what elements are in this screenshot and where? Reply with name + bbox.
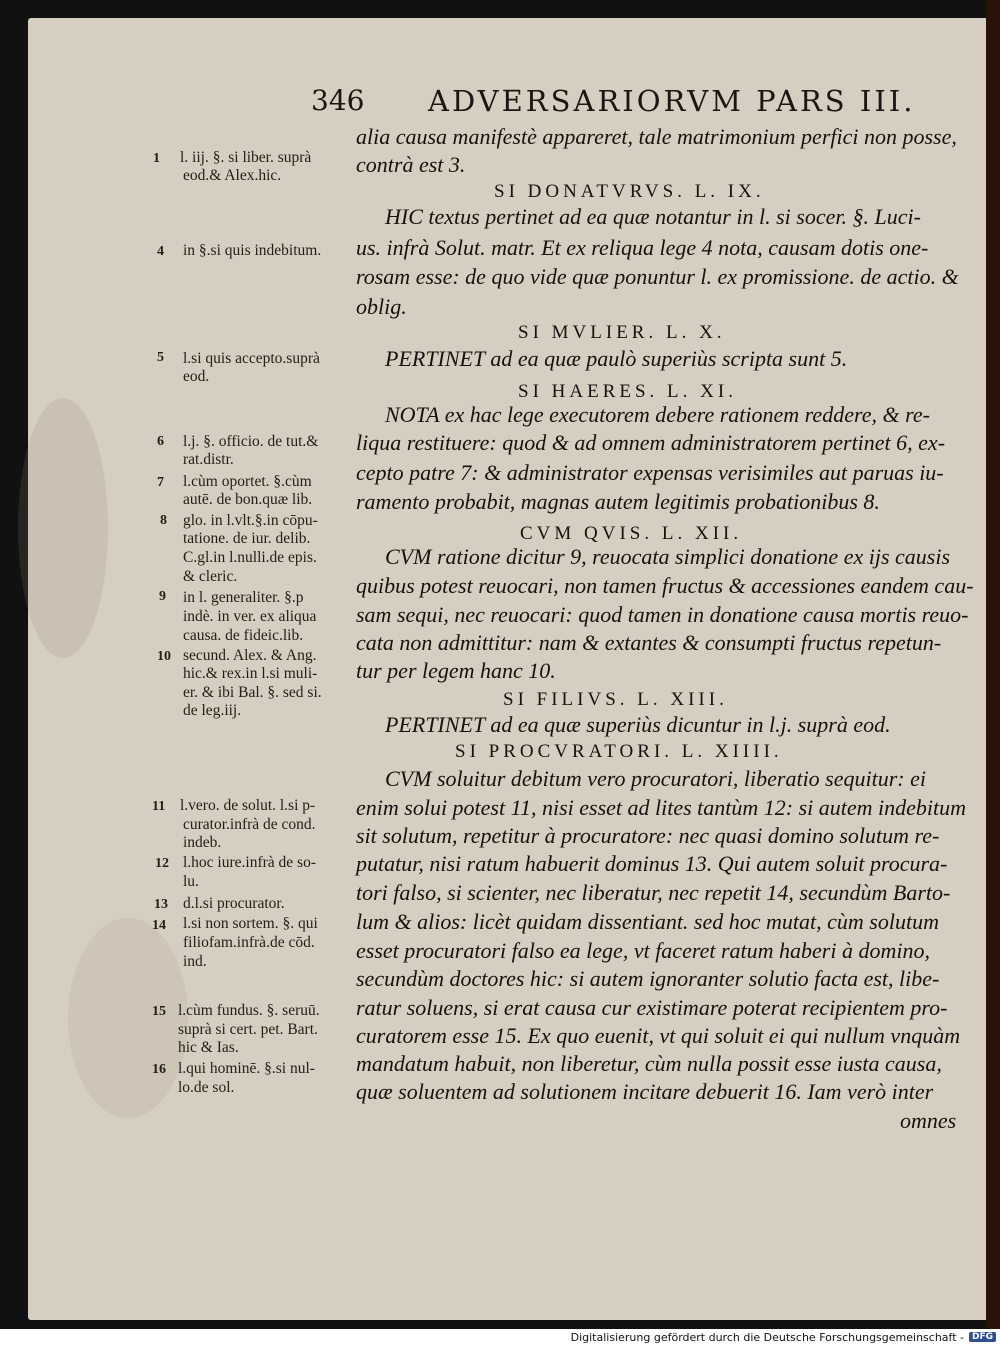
margin-note: d.l.si procurator. [183, 895, 285, 912]
margin-note: l.j. §. officio. de tut.& [183, 433, 319, 450]
margin-number: 16 [152, 1062, 166, 1077]
text-line: esset procuratori falso ea lege, vt faceret ratum haberi à domino, [356, 938, 930, 963]
margin-note: ind. [183, 953, 207, 970]
section-heading: SI HAERES. L. XI. [518, 381, 737, 402]
margin-number: 10 [157, 649, 171, 664]
margin-note: l.cùm oportet. §.cùm [183, 473, 312, 490]
text-line: rosam esse: de quo vide quæ ponuntur l. ex promissione. de actio. & [356, 264, 959, 289]
text-line: oblig. [356, 294, 407, 319]
paper-stain [18, 398, 108, 658]
margin-note: hic & Ias. [178, 1039, 239, 1056]
text-line: CVM ratione dicitur 9, reuocata simplici donatione ex ijs causis [385, 544, 951, 569]
margin-note: indè. in ver. ex aliqua [183, 608, 317, 625]
text-line: lum & alios: licèt quidam dissentiant. sed hoc mutat, cùm solutum [356, 909, 939, 934]
margin-note: autē. de bon.quæ lib. [183, 491, 313, 508]
text-line: contrà est 3. [356, 152, 466, 177]
margin-note: rat.distr. [183, 451, 234, 468]
section-heading: SI PROCVRATORI. L. XIIII. [455, 741, 783, 762]
dfg-logo: DFG [969, 1332, 996, 1342]
margin-note: l.si non sortem. §. qui [183, 915, 318, 932]
paper-stain [68, 918, 188, 1118]
text-line: HIC textus pertinet ad ea quæ notantur in l. si socer. §. Luci- [385, 204, 921, 229]
margin-note: l.vero. de solut. l.si p- [180, 797, 316, 814]
digitization-footer [0, 1329, 1000, 1347]
margin-note: tatione. de iur. delib. [183, 530, 311, 547]
margin-number: 15 [152, 1004, 166, 1019]
margin-number: 7 [157, 475, 164, 490]
footer-credit: Digitalisierung gefördert durch die Deutsche Forschungsgemeinschaft - [570, 1331, 964, 1344]
margin-number: 8 [160, 513, 167, 528]
page-number: 346 [311, 84, 365, 117]
text-line: enim solui potest 11, nisi esset ad lites tantùm 12: si autem indebitum [356, 795, 967, 820]
running-title: ADVERSARIORVM PARS III. [428, 84, 916, 118]
text-line: ramento probabit, magnas autem legitimis probationibus 8. [356, 489, 880, 514]
margin-note: hic.& rex.in l.si muli- [183, 665, 318, 682]
margin-number: 14 [152, 918, 166, 933]
margin-number: 4 [157, 244, 164, 259]
margin-note: lu. [183, 873, 199, 890]
margin-number: 11 [152, 799, 166, 814]
margin-note: l.si quis accepto.suprà [183, 350, 320, 367]
margin-note: l. iij. §. si liber. suprà [180, 149, 312, 166]
margin-note: l.qui hominē. §.si nul- [178, 1060, 315, 1077]
section-heading: SI DONATVRVS. L. IX. [494, 181, 765, 202]
margin-note: l.cùm fundus. §. seruū. [178, 1002, 320, 1019]
margin-note: causa. de fideic.lib. [183, 627, 304, 644]
margin-number: 12 [155, 856, 169, 871]
text-line: quæ soluentem ad solutionem incitare debuerit 16. Iam verò inter [356, 1079, 934, 1104]
margin-number: 9 [159, 589, 166, 604]
margin-note: glo. in l.vlt.§.in cōpu- [183, 512, 318, 529]
margin-note: filiofam.infrà.de cōd. [183, 934, 315, 951]
margin-note: de leg.iij. [183, 702, 242, 719]
margin-note: indeb. [183, 834, 222, 851]
text-line: us. infrà Solut. matr. Et ex reliqua lege 4 nota, causam dotis one- [356, 235, 929, 260]
margin-note: secund. Alex. & Ang. [183, 647, 317, 664]
section-heading: SI MVLIER. L. X. [518, 322, 726, 343]
margin-note: eod. [183, 368, 210, 385]
text-line: curatorem esse 15. Ex quo euenit, vt qui soluit ei qui nullum vnquàm [356, 1023, 961, 1048]
margin-note: curator.infrà de cond. [183, 816, 316, 833]
margin-note: lo.de sol. [178, 1079, 235, 1096]
text-line: ratur soluens, si erat causa cur existimare poterat recipientem pro- [356, 995, 948, 1020]
margin-note: l.hoc iure.infrà de so- [183, 854, 316, 871]
margin-note: suprà si cert. pet. Bart. [178, 1021, 318, 1038]
margin-number: 1 [153, 151, 160, 166]
text-line: secundùm doctores hic: si autem ignoranter solutio facta est, libe- [356, 966, 940, 991]
margin-number: 6 [157, 434, 164, 449]
book-binding-edge [986, 0, 1000, 1329]
margin-note: C.gl.in l.nulli.de epis. [183, 549, 317, 566]
text-line: quibus potest reuocari, non tamen fructus & accessiones eandem cau- [356, 573, 974, 598]
text-line: tur per legem hanc 10. [356, 658, 556, 683]
text-line: sit solutum, repetitur à procuratore: nec quasi domino solutum re- [356, 823, 940, 848]
text-line: liqua restituere: quod & ad omnem administratorem pertinet 6, ex- [356, 430, 946, 455]
text-line: sam sequi, nec reuocari: quod tamen in donatione causa mortis reuo- [356, 602, 969, 627]
text-line: PERTINET ad ea quæ superiùs dicuntur in l.j. suprà eod. [385, 712, 891, 737]
text-line: tori falso, si scienter, nec liberatur, nec repetit 14, secundùm Barto- [356, 880, 951, 905]
margin-number: 5 [157, 350, 164, 365]
text-line: omnes [900, 1108, 957, 1133]
margin-note: eod.& Alex.hic. [183, 167, 282, 184]
margin-note: in §.si quis indebitum. [183, 242, 322, 259]
text-line: cata non admittitur: nam & extantes & consumpti fructus repetun- [356, 630, 942, 655]
text-line: mandatum habuit, non liberetur, cùm nulla possit esse iusta causa, [356, 1051, 942, 1076]
text-line: putatur, nisi ratum habuerit dominus 13. Qui autem soluit procura- [356, 851, 948, 876]
margin-note: er. & ibi Bal. §. sed si. [183, 684, 322, 701]
margin-note: & cleric. [183, 568, 238, 585]
text-line: PERTINET ad ea quæ paulò superiùs scripta sunt 5. [385, 346, 848, 371]
text-line: CVM soluitur debitum vero procuratori, liberatio sequitur: ei [385, 766, 926, 791]
text-line: NOTA ex hac lege executorem debere rationem reddere, & re- [385, 402, 930, 427]
section-heading: CVM QVIS. L. XII. [520, 523, 743, 544]
text-line: cepto patre 7: & administrator expensas verisimiles aut paruas iu- [356, 460, 944, 485]
margin-number: 13 [154, 897, 168, 912]
section-heading: SI FILIVS. L. XIII. [503, 689, 728, 710]
margin-note: in l. generaliter. §.p [183, 589, 304, 606]
text-line: alia causa manifestè appareret, tale matrimonium perfici non posse, [356, 124, 957, 149]
